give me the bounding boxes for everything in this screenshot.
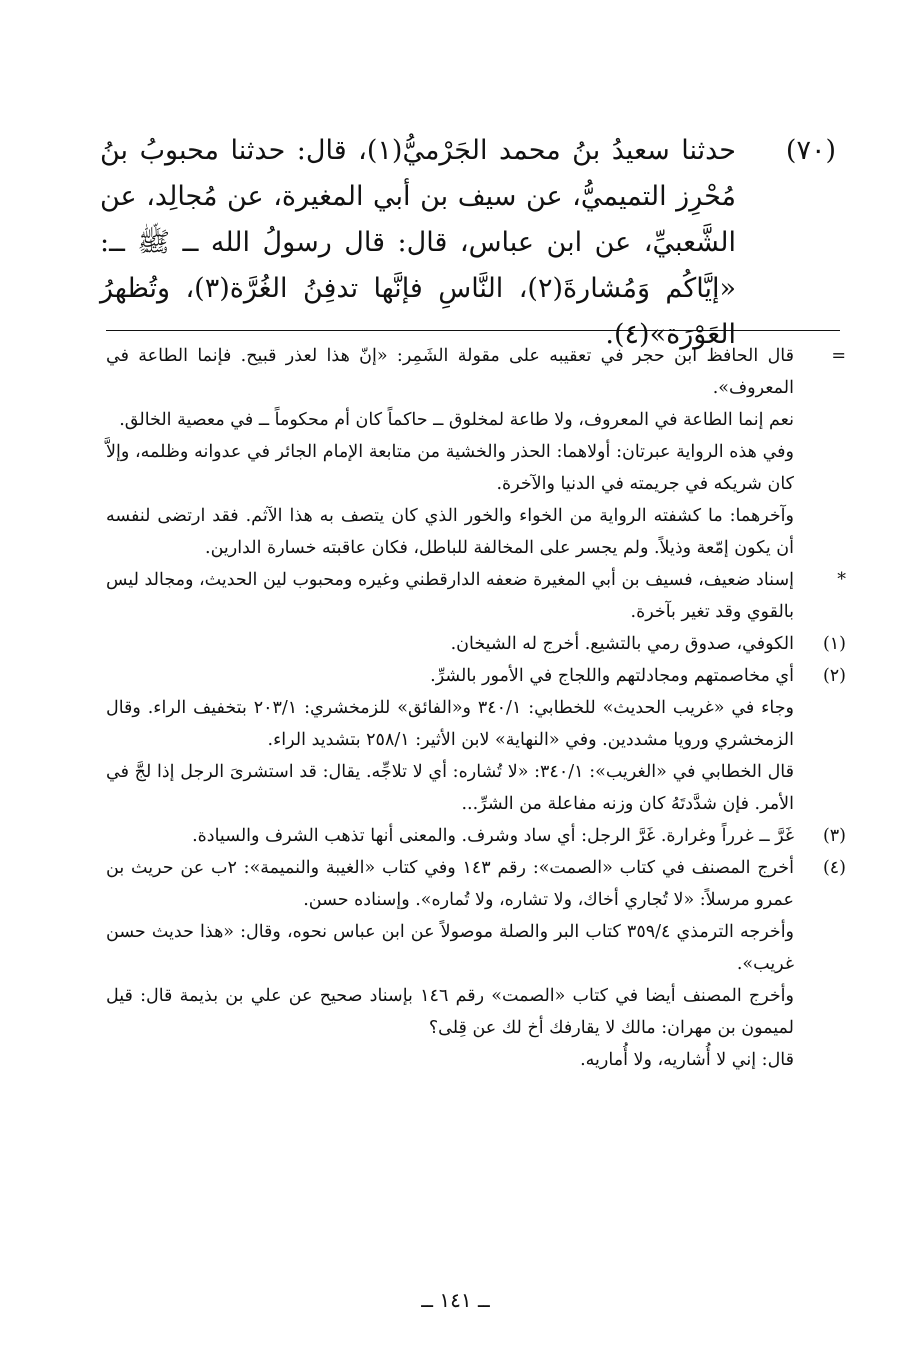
footnote-paragraph xyxy=(106,916,846,980)
footnote-text: وأخرجه الترمذي ٣٥٩/٤ كتاب البر والصلة موصولاً عن ابن عباس نحوه، وقال: «هذا حديث حسن غريب». xyxy=(106,922,795,974)
footnote-paragraph xyxy=(106,1044,846,1076)
footnote-number: (٣) xyxy=(822,826,846,846)
footnote-number: (٤) xyxy=(822,858,846,878)
footnote-1 xyxy=(106,628,846,660)
hadith-block xyxy=(100,128,836,358)
footnote-text: وأخرج المصنف أيضا في كتاب «الصمت» رقم ١٤٦ بإسناد صحيح عن علي بن بذيمة قال: قيل لميمون بن مهران: مالك لا يقارفك أخ لك عن قِلى؟ xyxy=(106,986,794,1038)
footnote-text: قال الخطابي في «الغريب»: ٣٤٠/١: «لا تُشاره: أي لا تلاجِّه. يقال: قد استشرىَ الرجل إذا لجَّ في الأمر. فإن شدَّدتَهُ كان وزنه مفاعلة من الشرِّ... xyxy=(106,762,794,814)
footnote-text: إسناد ضعيف، فسيف بن أبي المغيرة ضعفه الدارقطني وغيره ومحبوب لين الحديث، ومجالد ليس بالقوي وقد تغير بآخرة. xyxy=(106,570,794,622)
footnote-isnad xyxy=(106,564,846,628)
footnote-text: قال: إني لا أُشاريه، ولا أُماريه. xyxy=(580,1050,794,1070)
footnote-separator xyxy=(106,330,840,331)
footnotes xyxy=(106,340,846,1076)
hadith-number: (٧٠) xyxy=(785,135,836,166)
page-number: ــ ١٤١ ــ xyxy=(421,1288,490,1312)
footnote-2 xyxy=(106,660,846,692)
footnote-paragraph xyxy=(106,404,846,436)
footnote-continuation xyxy=(106,340,846,404)
footnote-3 xyxy=(106,820,846,852)
footnote-text: وفي هذه الرواية عبرتان: أولاهما: الحذر والخشية من متابعة الإمام الجائر في عدوانه وظلمه، وإلاَّ كان شريكه في جريمته في الدنيا والآخرة. xyxy=(106,442,794,494)
footnote-text: أخرج المصنف في كتاب «الصمت»: رقم ١٤٣ وفي كتاب «الغيبة والنميمة»: ٢ب عن حريث بن عمرو مرسلاً: «لا تُجاري أخاك، ولا تشاره، ولا تُماره». وإسناده حسن. xyxy=(106,858,794,910)
footnote-paragraph xyxy=(106,980,846,1044)
footnote-text: وآخرهما: ما كشفته الرواية من الخواء والخور الذي كان يتصف به هذا الآثم. فقد ارتضى لنفسه أن يكون إمّعة وذيلاً. ولم يجسر على المخالفة للباطل، فكان عاقبته خسارة الدارين. xyxy=(106,506,794,558)
footnote-text: أي مخاصمتهم ومجادلتهم واللجاج في الأمور بالشرِّ. xyxy=(430,666,794,686)
footnote-text: وجاء في «غريب الحديث» للخطابي: ٣٤٠/١ و«الفائق» للزمخشري: ٢٠٣/١ بتخفيف الراء. وقال الزمخشري ورويا مشددين. وفي «النهاية» لابن الأثير: ٢٥٨/١ بتشديد الراء. xyxy=(106,698,794,750)
hadith-text: حدثنا سعيدُ بنُ محمد الجَرْميُّ(١)، قال: حدثنا محبوبُ بنُ مُحْرِز التميميُّ، عن سيف بن أبي المغيرة، عن مُجالِد، عن الشَّعبيِّ، عن ابن عباس، قال: قال رسولُ الله ــ ﷺ ــ: «إيَّاكُم وَمُشارةَ(٢)، النَّاسِ فإنَّها تدفِنُ الغُرَّة(٣)، وتُظهرُ العَوْرَة»(٤). xyxy=(100,135,737,350)
continuation-mark: = xyxy=(831,346,846,366)
footnote-paragraph xyxy=(106,692,846,756)
footnote-paragraph xyxy=(106,436,846,500)
footnote-paragraph xyxy=(106,756,846,820)
footnote-text: الكوفي، صدوق رمي بالتشيع. أخرج له الشيخان. xyxy=(450,634,794,654)
footnote-text: نعم إنما الطاعة في المعروف، ولا طاعة لمخلوق ــ حاكماً كان أم محكوماً ــ في معصية الخالق. xyxy=(119,410,794,430)
footnote-4 xyxy=(106,852,846,916)
footnote-text: غَرَّ ــ غرراً وغرارة. غَرَّ الرجل: أي ساد وشرف. والمعنى أنها تذهب الشرف والسيادة. xyxy=(192,826,794,846)
footnote-paragraph xyxy=(106,500,846,564)
asterisk-mark: * xyxy=(837,570,846,590)
footnote-text: قال الحافظ ابن حجر في تعقيبه على مقولة الشَمِر: «إنّ هذا لعذر قبيح. فإنما الطاعة في المعروف». xyxy=(106,346,794,398)
footnote-number: (٢) xyxy=(822,666,846,686)
footnote-number: (١) xyxy=(822,634,846,654)
